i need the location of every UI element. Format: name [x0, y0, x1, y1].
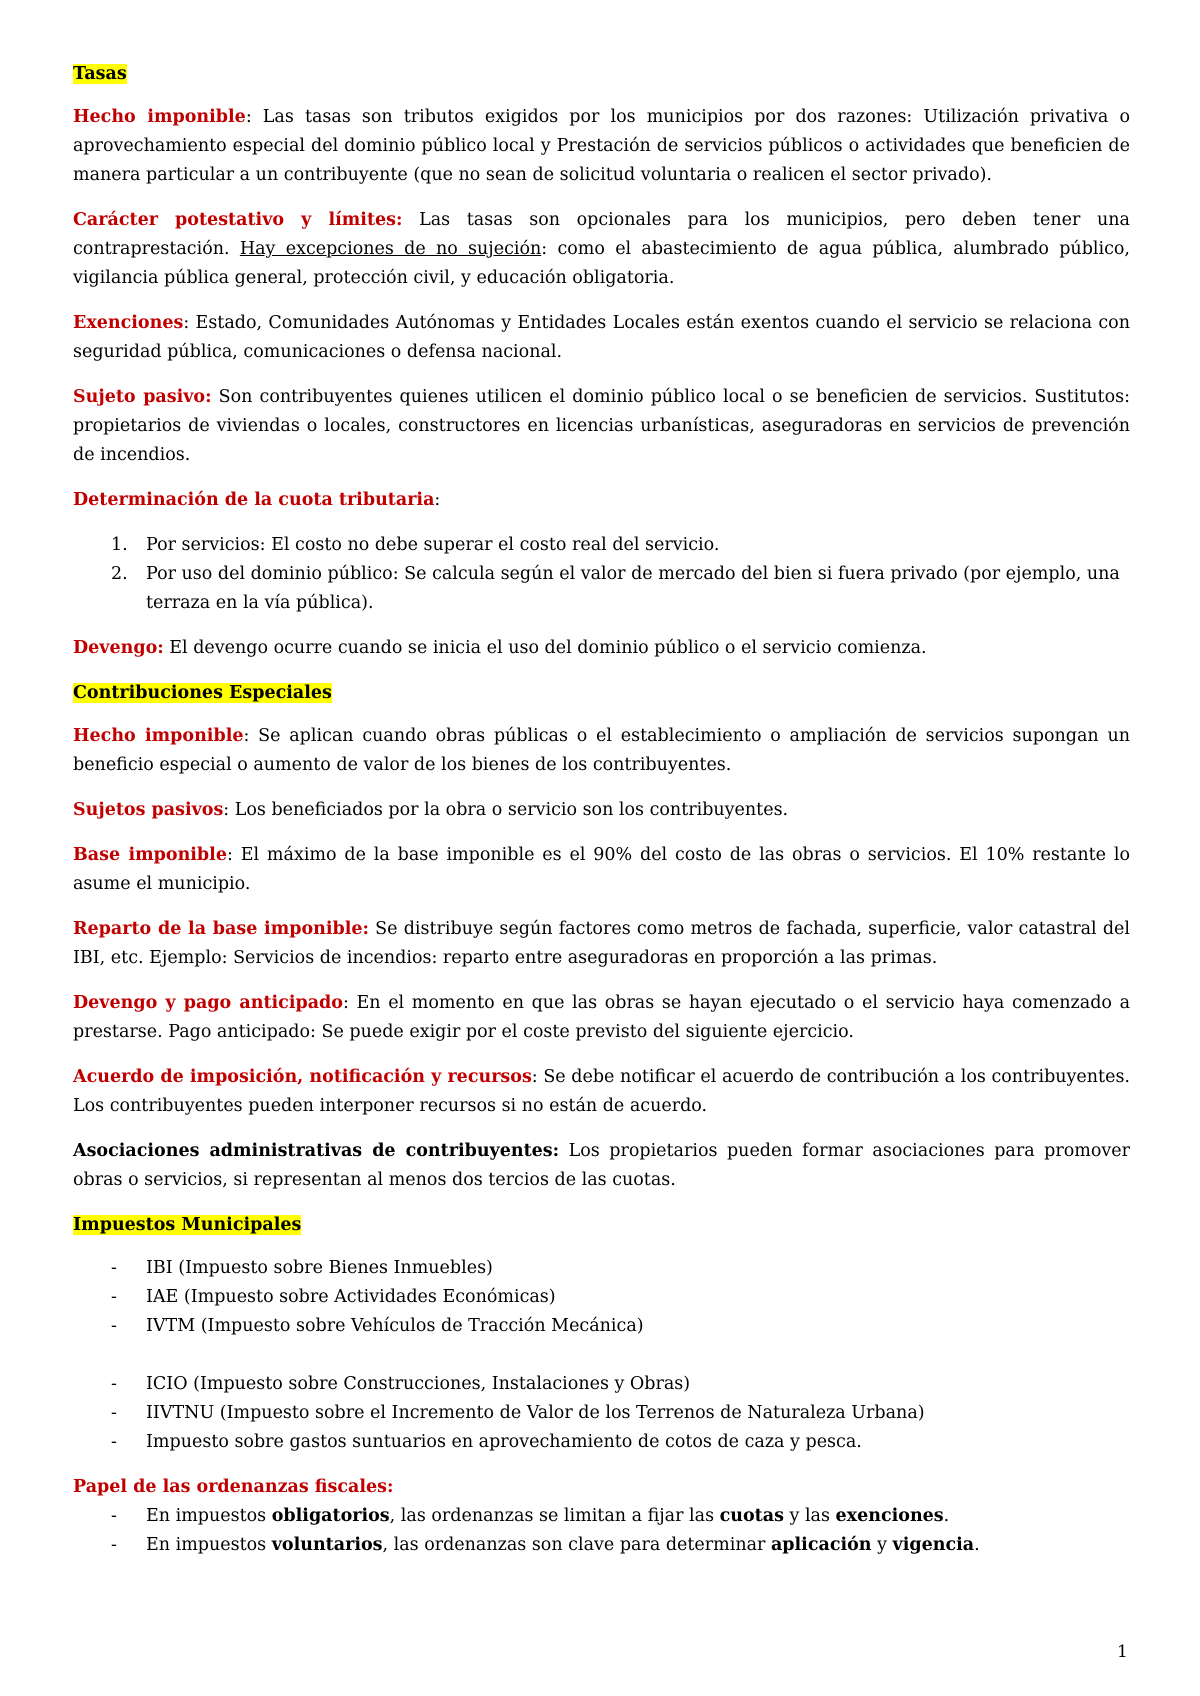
paragraph-sujetos-pasivos: Sujetos pasivos: Los beneficiados por la obra o servicio son los contribuyentes.	[73, 800, 789, 820]
paragraph-reparto: Reparto de la base imponible: Se distribuye según factores como metros de fachada, superficie, valor catastral del IBI, etc. Ejemplo: Servicios de incendios: reparto entre aseguradoras en proporción a las primas.	[73, 919, 1130, 968]
list-item: - IAE (Impuesto sobre Actividades Económicas)	[111, 1287, 556, 1307]
paragraph-devengo: Devengo: El devengo ocurre cuando se inicia el uso del dominio público o el servicio comienza.	[73, 638, 927, 658]
list-item: - ICIO (Impuesto sobre Construcciones, Instalaciones y Obras)	[111, 1374, 691, 1394]
impuestos-list-2	[73, 1370, 1130, 1457]
impuestos-list-1	[73, 1254, 1130, 1341]
list-item: - IVTM (Impuesto sobre Vehículos de Tracción Mecánica)	[111, 1316, 644, 1336]
list-item: - En impuestos voluntarios, las ordenanzas son clave para determinar aplicación y vigencia.	[111, 1535, 980, 1555]
paragraph-devengo-pago: Devengo y pago anticipado: En el momento en que las obras se hayan ejecutado o el servicio haya comenzado a prestarse. Pago anticipado: Se puede exigir por el coste previsto del siguiente ejercicio.	[73, 993, 1130, 1042]
paragraph-base-imponible: Base imponible: El máximo de la base imponible es el 90% del costo de las obras o servicios. El 10% restante lo asume el municipio.	[73, 845, 1130, 894]
list-item: - IBI (Impuesto sobre Bienes Inmuebles)	[111, 1258, 493, 1278]
section-heading-tasas: Tasas	[73, 64, 127, 84]
list-item: - Impuesto sobre gastos suntuarios en aprovechamiento de cotos de caza y pesca.	[111, 1432, 862, 1452]
paragraph-caracter-potestativo: Carácter potestativo y límites: Las tasas son opcionales para los municipios, pero deben tener una contraprestación. Hay excepciones de no sujeción: como el abastecimiento de agua pública, alumbrado público, vigilancia pública general, protección civil, y educación obligatoria.	[73, 210, 1130, 288]
list-item: 1. Por servicios: El costo no debe superar el costo real del servicio.	[111, 535, 720, 555]
list-item: 2. Por uso del dominio público: Se calcula según el valor de mercado del bien si fuera privado (por ejemplo, una terraza en la vía pública).	[111, 564, 1120, 613]
paragraph-asociaciones: Asociaciones administrativas de contribuyentes: Los propietarios pueden formar asociaciones para promover obras o servicios, si representan al menos dos tercios de las cuotas.	[73, 1141, 1131, 1190]
paragraph-ordenanzas-heading: Papel de las ordenanzas fiscales:	[73, 1477, 394, 1497]
section-heading-contribuciones: Contribuciones Especiales	[73, 683, 332, 703]
list-item: - En impuestos obligatorios, las ordenanzas se limitan a fijar las cuotas y las exenciones.	[111, 1506, 950, 1526]
paragraph-hecho-imponible-ce: Hecho imponible: Se aplican cuando obras públicas o el establecimiento o ampliación de servicios supongan un beneficio especial o aumento de valor de los bienes de los contribuyentes.	[73, 726, 1130, 775]
paragraph-sujeto-pasivo: Sujeto pasivo: Son contribuyentes quienes utilicen el dominio público local o se beneficien de servicios. Sustitutos: propietarios de viviendas o locales, constructores en licencias urbanísticas, aseguradoras en servicios de prevención de incendios.	[73, 387, 1130, 465]
list-spacer	[73, 1341, 1130, 1370]
section-heading-impuestos: Impuestos Municipales	[73, 1215, 302, 1235]
paragraph-acuerdo: Acuerdo de imposición, notificación y recursos: Se debe notificar el acuerdo de contribución a los contribuyentes. Los contribuyentes pueden interponer recursos si no están de acuerdo.	[73, 1067, 1130, 1116]
paragraph-determinacion-cuota: Determinación de la cuota tributaria:	[73, 490, 441, 510]
page-number: 1	[1117, 1642, 1128, 1662]
paragraph-hecho-imponible: Hecho imponible: Las tasas son tributos exigidos por los municipios por dos razones: Utilización privativa o aprovechamiento especial del dominio público local y Prestación de servicios públicos o actividades que beneficien de manera particular a un contribuyente (que no sean de solicitud voluntaria o realicen el sector privado).	[73, 107, 1130, 185]
ordenanzas-list	[73, 1502, 1130, 1560]
list-item: - IIVTNU (Impuesto sobre el Incremento de Valor de los Terrenos de Naturaleza Urbana)	[111, 1403, 925, 1423]
cuota-list	[73, 531, 1130, 618]
document-page	[73, 60, 1130, 1576]
paragraph-exenciones: Exenciones: Estado, Comunidades Autónomas y Entidades Locales están exentos cuando el servicio se relaciona con seguridad pública, comunicaciones o defensa nacional.	[73, 313, 1130, 362]
